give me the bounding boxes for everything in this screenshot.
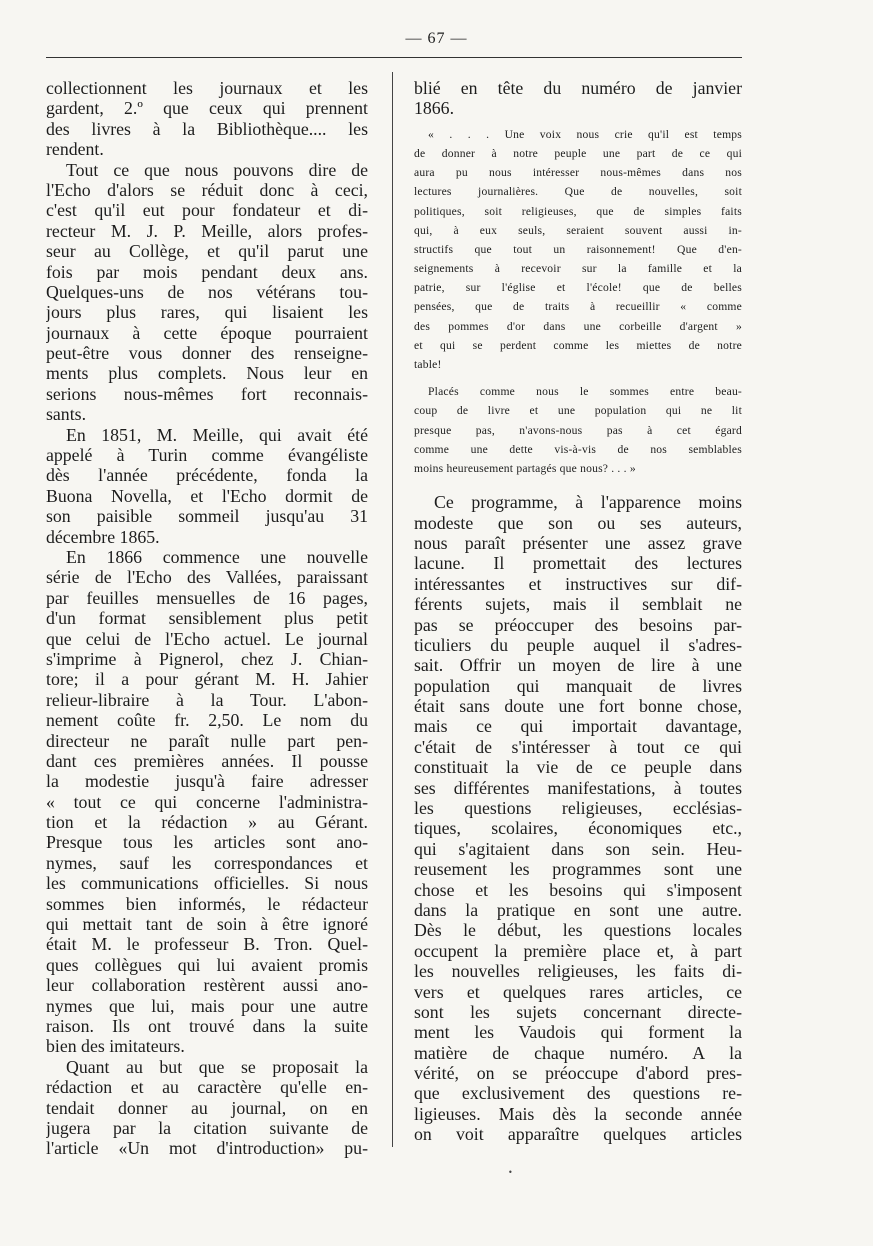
quote-line: presque pas, n'avons-nous pas à cet égard xyxy=(414,423,742,437)
text-line: collectionnent les journaux et les xyxy=(46,78,368,98)
text-line: nymes que lui, mais pour une autre xyxy=(46,995,368,1016)
text-line: ment les Vaudois qui forment la xyxy=(414,1022,742,1043)
text-line: sommes bien informés, le rédacteur xyxy=(46,893,368,914)
quote-line: qui, à eux seuls, seraient souvent aussi in- xyxy=(414,223,742,237)
quote-line: patrie, sur l'église et l'école! que de belles xyxy=(414,281,742,295)
text-line: 1866. xyxy=(414,98,455,119)
quote-line: et qui se perdent comme les miettes de notre xyxy=(414,338,742,352)
text-line: intéressantes et instructives sur dif- xyxy=(414,573,742,594)
text-line: férents sujets, mais il semblait ne xyxy=(414,594,742,615)
text-line: relieur-libraire à la Tour. L'abon- xyxy=(46,689,368,710)
right-column xyxy=(414,78,742,1145)
text-line: directeur ne paraît nulle part pen- xyxy=(46,730,368,751)
text-line: vérité, on se préoccupe d'abord pres- xyxy=(414,1063,742,1084)
right-column-intro xyxy=(414,78,742,119)
text-line: pas se préoccuper des besoins par- xyxy=(414,614,742,635)
text-line: Buona Novella, et l'Echo dormit de xyxy=(46,485,368,506)
print-mark: • xyxy=(508,1168,513,1177)
text-line: Quant au but que se proposait la xyxy=(66,1056,368,1077)
text-line: peut-être vous donner des renseigne- xyxy=(46,343,368,364)
quote-line: lectures journalières. Que de nouvelles, soit xyxy=(414,185,742,199)
text-line: nous paraît présenter une assez grave xyxy=(414,532,742,553)
quote-line: moins heureusement partagés que nous? . . . » xyxy=(414,461,636,475)
text-line: tion et la rédaction » au Gérant. xyxy=(46,812,368,833)
text-line: chose et les besoins qui s'imposent xyxy=(414,879,742,900)
text-line: qui mettait tant de soin à être ignoré xyxy=(46,914,368,935)
text-line: rendent. xyxy=(46,139,104,160)
text-line: par feuilles mensuelles de 16 pages, xyxy=(46,587,368,608)
text-line: jours plus rares, qui lisaient les xyxy=(46,302,368,323)
text-line: d'un format sensiblement plus petit xyxy=(46,608,368,629)
text-line: Quelques-uns de nos vétérans tou- xyxy=(46,281,368,302)
text-line: tendait donner au journal, on en xyxy=(46,1097,368,1118)
text-line: dant ces premières années. Il pousse xyxy=(46,750,368,771)
quote-line: comme une dette vis-à-vis de nos semblables xyxy=(414,442,742,456)
text-line: rédaction et au caractère qu'elle en- xyxy=(46,1077,368,1098)
text-line: c'est qu'il eut pour fondateur et di- xyxy=(46,200,368,221)
quote-line: pensées, que de traits à recueillir « comme xyxy=(414,300,742,314)
text-line: fois par mois pendant deux ans. xyxy=(46,261,368,282)
quote-line: des pommes d'or dans une corbeille d'argent » xyxy=(414,319,742,333)
text-line: Tout ce que nous pouvons dire de xyxy=(66,159,368,180)
text-line: l'article «Un mot d'introduction» pu- xyxy=(46,1138,368,1159)
text-line: tiques, scolaires, économiques etc., xyxy=(414,818,742,839)
text-line: raison. Ils ont trouvé dans la suite xyxy=(46,1015,368,1036)
text-line: nement coûte fr. 2,50. Le nom du xyxy=(46,710,368,731)
text-line: appelé à Turin comme évangéliste xyxy=(46,445,368,466)
text-line: sont les sujets concernant directe- xyxy=(414,1001,742,1022)
quotation xyxy=(414,125,742,478)
text-line: blié en tête du numéro de janvier xyxy=(414,78,742,98)
page-number: — 67 — xyxy=(405,30,468,47)
text-line: Ce programme, à l'apparence moins xyxy=(434,492,742,513)
text-line: la modestie jusqu'à faire adresser xyxy=(46,771,368,792)
text-line: dans la pratique en sont une autre. xyxy=(414,899,742,920)
text-line: mais ce qui importait davantage, xyxy=(414,716,742,737)
quote-line: table! xyxy=(414,358,442,372)
text-line: était sans doute une fort bonne chose, xyxy=(414,696,742,717)
quote-line: de donner à notre peuple une part de ce qui xyxy=(414,146,742,160)
text-line: « tout ce qui concerne l'administra- xyxy=(46,791,368,812)
quote-paragraph-gap xyxy=(414,374,742,382)
text-line: s'imprime à Pignerol, chez J. Chian- xyxy=(46,648,368,669)
text-line: tore; il a pour gérant M. H. Jahier xyxy=(46,669,368,690)
text-line: décembre 1865. xyxy=(46,526,160,547)
left-column xyxy=(46,78,368,1159)
text-line: ses différentes manifestations, à toutes xyxy=(414,777,742,798)
text-line: on voit apparaître quelques articles xyxy=(414,1124,742,1145)
text-line: les communications officielles. Si nous xyxy=(46,873,368,894)
text-line: que celui de l'Echo actuel. Le journal xyxy=(46,628,368,649)
text-line: jugera par la citation suivante de xyxy=(46,1117,368,1138)
text-line: constituait la vie de ce peuple dans xyxy=(414,757,742,778)
text-line: dès l'année précédente, fonda la xyxy=(46,465,368,486)
text-line: ques collègues qui lui avaient promis xyxy=(46,954,368,975)
text-line: Dès le début, les questions locales xyxy=(414,920,742,941)
text-line: des livres à la Bibliothèque.... les xyxy=(46,118,368,139)
quote-line: seignements à recevoir sur la famille et la xyxy=(414,262,742,276)
text-line: bien des imitateurs. xyxy=(46,1036,185,1057)
text-line: ments plus complets. Nous leur en xyxy=(46,363,368,384)
header-rule xyxy=(46,57,742,58)
text-line: gardent, 2.º que ceux qui prennent xyxy=(46,98,368,119)
right-column-body xyxy=(414,492,742,1145)
text-line: seur au Collège, et qu'il parut une xyxy=(46,241,368,262)
text-line: les questions religieuses, ecclésias- xyxy=(414,798,742,819)
text-line: ticuliers du peuple auquel il s'adres- xyxy=(414,634,742,655)
quote-line: structifs que tout un raisonnement! Que d'en- xyxy=(414,242,742,256)
text-line: vers et quelques rares articles, ce xyxy=(414,981,742,1002)
text-line: les nouvelles religieuses, les faits di- xyxy=(414,961,742,982)
text-line: En 1851, M. Meille, qui avait été xyxy=(66,424,368,445)
text-line: leur collaboration restèrent aussi ano- xyxy=(46,975,368,996)
text-line: Presque tous les articles sont ano- xyxy=(46,832,368,853)
text-line: occupent la première place et, à part xyxy=(414,940,742,961)
text-line: son paisible sommeil jusqu'au 31 xyxy=(46,506,368,527)
text-line: population qui manquait de livres xyxy=(414,675,742,696)
quote-line: Placés comme nous le sommes entre beau- xyxy=(428,385,742,399)
quote-line: coup de livre et une population qui ne lit xyxy=(414,404,742,418)
text-line: sants. xyxy=(46,404,87,425)
text-line: En 1866 commence une nouvelle xyxy=(66,546,368,567)
text-line: lacune. Il promettait des lectures xyxy=(414,553,742,574)
text-line: était M. le professeur B. Tron. Quel- xyxy=(46,934,368,955)
text-line: journaux à cette époque pourraient xyxy=(46,322,368,343)
column-divider xyxy=(392,72,393,1147)
text-line: qui s'agitaient dans son sein. Heu- xyxy=(414,838,742,859)
text-line: recteur M. J. P. Meille, alors profes- xyxy=(46,220,368,241)
text-line: série de l'Echo des Vallées, paraissant xyxy=(46,567,368,588)
text-line: l'Echo d'alors se réduit donc à ceci, xyxy=(46,179,368,200)
text-line: ligieuses. Mais dès la seconde année xyxy=(414,1103,742,1124)
text-line: matière de chaque numéro. A la xyxy=(414,1042,742,1063)
text-line: reusement les programmes sont une xyxy=(414,859,742,880)
quote-line: politiques, soit religieuses, que de simples faits xyxy=(414,204,742,218)
text-line: que exclusivement des questions re- xyxy=(414,1083,742,1104)
text-line: sait. Offrir un moyen de lire à une xyxy=(414,655,742,676)
quote-line: aura pu nous intéresser nous-mêmes dans nos xyxy=(414,166,742,180)
text-line: nymes, sauf les correspondances et xyxy=(46,852,368,873)
quote-line: « . . . Une voix nous crie qu'il est temps xyxy=(428,127,742,141)
text-line: modeste que son ou ses auteurs, xyxy=(414,512,742,533)
text-line: serions nous-mêmes fort reconnais- xyxy=(46,383,368,404)
text-line: c'était de s'intéresser à tout ce qui xyxy=(414,736,742,757)
